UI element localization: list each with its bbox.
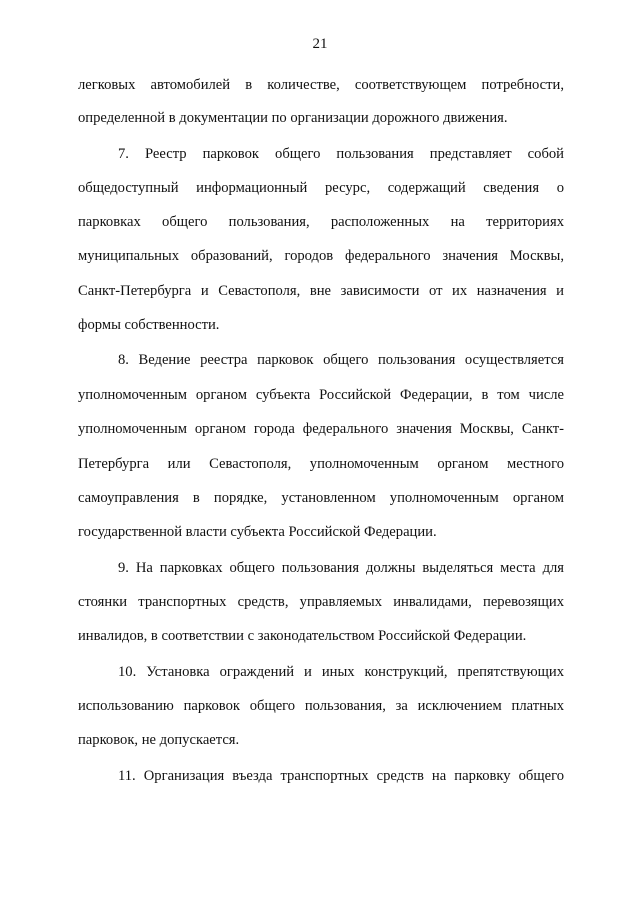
paragraph-9-first-line: 9. На парковках общего пользования должны выделяться места для: [118, 560, 564, 576]
text-line: Санкт-Петербурга и Севастополя, вне зависимости от их назначения и: [78, 283, 564, 299]
text-line: общедоступный информационный ресурс, содержащий сведения о: [78, 180, 564, 196]
text-line: самоуправления в порядке, установленном уполномоченным органом: [78, 490, 564, 506]
text-line: муниципальных образований, городов федерального значения Москвы,: [78, 248, 564, 264]
text-line: парковках общего пользования, расположенных на территориях: [78, 214, 564, 230]
text-line: инвалидов, в соответствии с законодательством Российской Федерации.: [78, 628, 527, 644]
paragraph-7-first-line: 7. Реестр парковок общего пользования представляет собой: [118, 146, 564, 162]
text-line: уполномоченным органом города федерального значения Москвы, Санкт-: [78, 421, 564, 437]
paragraph-11-first-line: 11. Организация въезда транспортных средств на парковку общего: [118, 768, 564, 784]
text-line: Петербурга или Севастополя, уполномоченным органом местного: [78, 456, 564, 472]
text-line: легковых автомобилей в количестве, соответствующем потребности,: [78, 77, 564, 93]
text-line: государственной власти субъекта Российской Федерации.: [78, 524, 437, 540]
text-line: уполномоченным органом субъекта Российской Федерации, в том числе: [78, 387, 564, 403]
paragraph-8-first-line: 8. Ведение реестра парковок общего пользования осуществляется: [118, 352, 564, 368]
text-line: парковок, не допускается.: [78, 732, 240, 748]
paragraph-10-first-line: 10. Установка ограждений и иных конструкций, препятствующих: [118, 664, 564, 680]
text-line: формы собственности.: [78, 317, 220, 333]
page-number: 21: [312, 36, 328, 52]
text-line: определенной в документации по организации дорожного движения.: [78, 110, 508, 126]
text-line: использованию парковок общего пользования, за исключением платных: [78, 698, 564, 714]
text-line: стоянки транспортных средств, управляемых инвалидами, перевозящих: [78, 594, 564, 610]
